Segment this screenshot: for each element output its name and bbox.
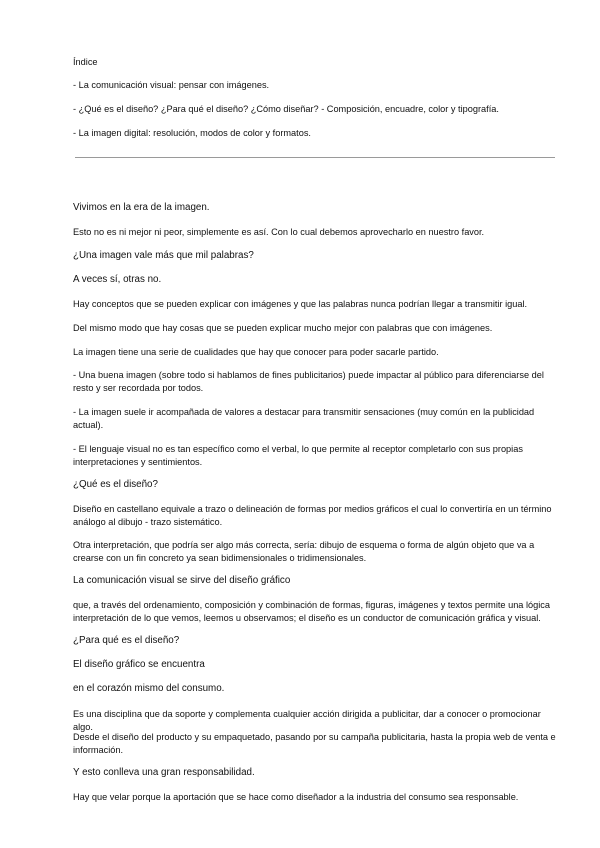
index-item: - La comunicación visual: pensar con imágenes. (73, 80, 270, 90)
paragraph: El diseño gráfico se encuentra (73, 659, 205, 670)
index-item: - ¿Qué es el diseño? ¿Para qué el diseño? ¿Cómo diseñar? - Composición, encuadre, color y tipografía. (73, 104, 499, 114)
paragraph: Diseño en castellano equivale a trazo o delineación de formas por medios gráficos el cual lo convertiría en un término análogo al dibujo - trazo sistemático. (73, 504, 552, 527)
paragraph: Hay que velar porque la aportación que se hace como diseñador a la industria del consumo sea responsable. (73, 792, 519, 802)
paragraph: Desde el diseño del producto y su empaquetado, pasando por su campaña publicitaria, hasta la propia web de venta e información. (73, 732, 556, 755)
horizontal-divider (75, 157, 555, 158)
paragraph: La comunicación visual se sirve del diseño gráfico (73, 575, 291, 586)
paragraph: Vivimos en la era de la imagen. (73, 202, 210, 213)
index-title: Índice (73, 57, 98, 67)
paragraph: Otra interpretación, que podría ser algo más correcta, sería: dibujo de esquema o forma de algún objeto que va a crearse con un fin concreto ya sean bidimensionales o tridimensionales. (73, 540, 535, 563)
paragraph: Y esto conlleva una gran responsabilidad. (73, 767, 255, 778)
index-item: - La imagen digital: resolución, modos de color y formatos. (73, 128, 311, 138)
paragraph: Esto no es ni mejor ni peor, simplemente es así. Con lo cual debemos aprovecharlo en nuestro favor. (73, 227, 485, 237)
paragraph: Del mismo modo que hay cosas que se pueden explicar mucho mejor con palabras que con imágenes. (73, 323, 493, 333)
paragraph: que, a través del ordenamiento, composición y combinación de formas, figuras, imágenes y textos permite una lógica interpretación de lo que vemos, leemos u observamos; el diseño es un conductor de comunicación gráfica y visual. (73, 600, 550, 623)
paragraph: La imagen tiene una serie de cualidades que hay que conocer para poder sacarle partido. (73, 347, 439, 357)
paragraph: Hay conceptos que se pueden explicar con imágenes y que las palabras nunca podrían llegar a transmitir igual. (73, 299, 528, 309)
paragraph: en el corazón mismo del consumo. (73, 683, 225, 694)
paragraph: Es una disciplina que da soporte y complementa cualquier acción dirigida a publicitar, dar a conocer o promocionar algo. (73, 709, 541, 732)
list-item: - La imagen suele ir acompañada de valores a destacar para transmitir sensaciones (muy común en la publicidad actual). (73, 407, 535, 430)
list-item: - Una buena imagen (sobre todo si hablamos de fines publicitarios) puede impactar al público para diferenciarse del resto y ser recordada por todos. (73, 370, 544, 393)
heading-question: ¿Qué es el diseño? (73, 479, 158, 490)
list-item: - El lenguaje visual no es tan específico como el verbal, lo que permite al receptor completarlo con sus propias interpretaciones y sentimientos. (73, 444, 523, 467)
paragraph: A veces sí, otras no. (73, 274, 162, 285)
heading-question: ¿Una imagen vale más que mil palabras? (73, 250, 254, 261)
heading-question: ¿Para qué es el diseño? (73, 635, 180, 646)
